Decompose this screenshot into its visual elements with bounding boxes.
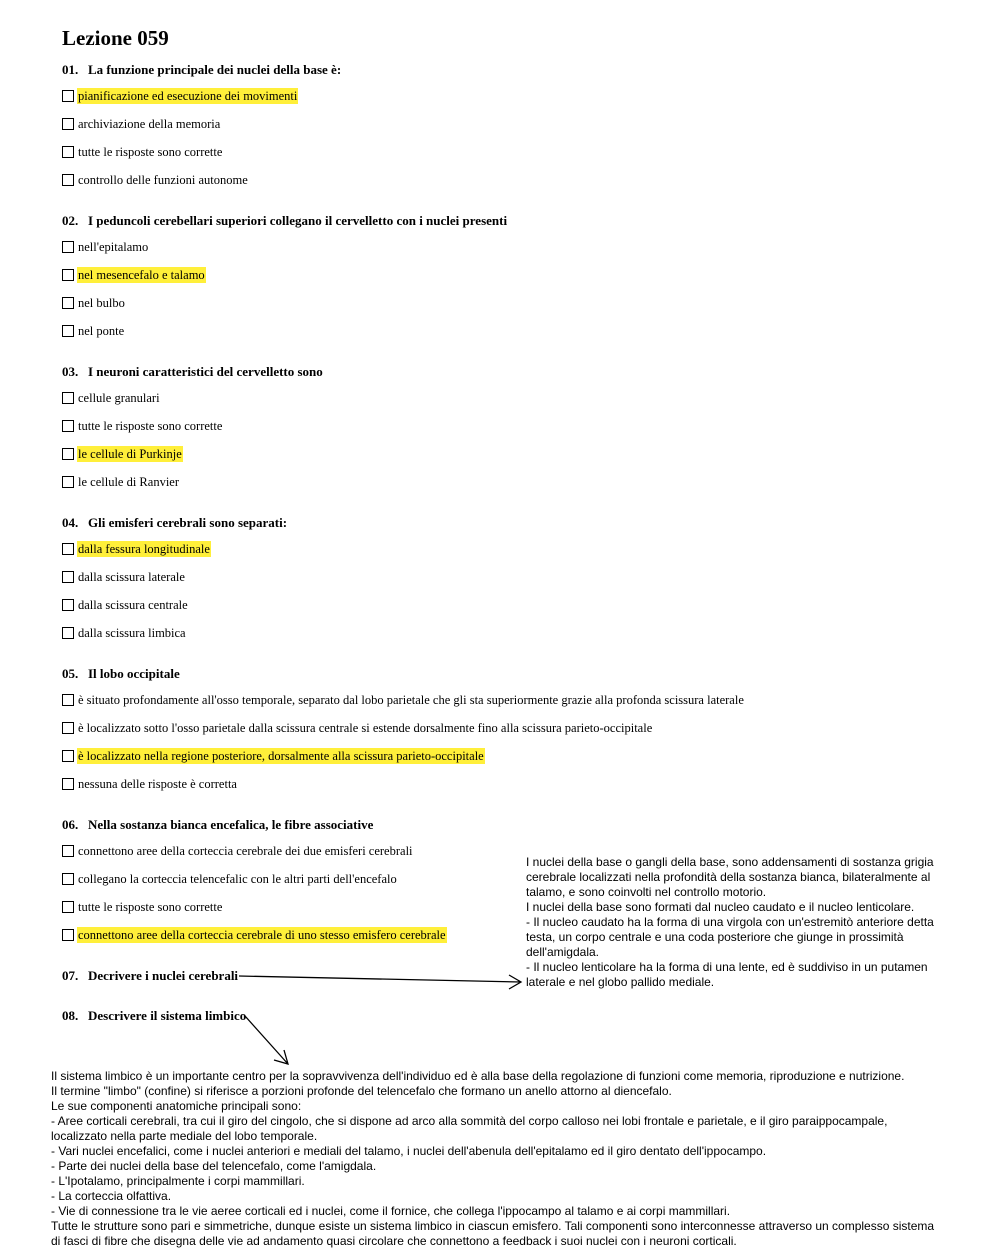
answer-text: è localizzato sotto l'osso parietale dalla scissura centrale si estende dorsalmente fino alla scissura parieto-occipitale [78, 721, 653, 735]
answer-option[interactable] [62, 116, 221, 132]
answer-option[interactable] [62, 267, 206, 283]
answer-option[interactable] [62, 172, 249, 188]
page-title: Lezione 059 [62, 26, 169, 50]
question-text: La funzione principale dei nuclei della base è: [88, 62, 342, 77]
answer-text-highlighted: dalla fessura longitudinale [78, 542, 210, 556]
answer-option[interactable] [62, 390, 161, 406]
question-number: 08. [62, 1008, 79, 1023]
answer-option[interactable] [62, 239, 149, 255]
answer-option[interactable] [62, 474, 180, 490]
question-3 [62, 364, 323, 380]
answer-checkbox[interactable] [62, 269, 74, 281]
answer-checkbox[interactable] [62, 448, 74, 460]
note-sistema-limbico: Il sistema limbico è un importante centro per la sopravvivenza dell'individuo ed è alla base della regolazione di funzioni come memoria, riproduzione e nutrizione. Il termine "limbo" (confine) si riferisce a porzioni profonde del telencefalo che formano un anello attorno al diencefalo. Le sue componenti anatomiche principali sono: - Aree corticali cerebrali, tra cui il giro del cingolo, che si dispone ad arco alla sommità del corpo calloso nei lobi frontale e parietale, e il giro paraippocampale, localizzato nella parte mediale del lobo temporale. - Vari nuclei encefalici, come i nuclei anteriori e mediali del talamo, i nuclei dell'abenula dell'epitalamo ed il giro dentato dell'ippocampo. - Parte dei nuclei della base del telencefalo, come l'amigdala. - L'Ipotalamo, principalmente i corpi mammillari. - La corteccia olfattiva. - Vie di connessione tra le vie aeree corticali ed i nuclei, come il fornice, che collega l'ippocampo al talamo e ai corpi mammillari. Tutte le strutture sono pari e simmetriche, dunque esiste un sistema limbico in ciascun emisfero. Tali componenti sono interconnesse attraverso un complesso sistema di fasci di fibre che disegna delle vie ad andamento quasi circolare che connettono a feedback i suoi nuclei con i neuroni corticali. [51, 1069, 935, 1248]
answer-option[interactable] [62, 88, 298, 104]
arrow-to-limbico-note [245, 1016, 288, 1064]
question-number: 07. [62, 968, 79, 983]
question-text: I peduncoli cerebellari superiori collegano il cervelletto con i nuclei presenti [88, 213, 508, 228]
answer-text: è situato profondamente all'osso temporale, separato dal lobo parietale che gli sta superiormente grazie alla profonda scissura laterale [78, 693, 744, 707]
answer-text: connettono aree della corteccia cerebrale dei due emisferi cerebrali [78, 844, 413, 858]
answer-text-highlighted: è localizzato nella regione posteriore, dorsalmente alla scissura parieto-occipitale [78, 749, 484, 763]
question-5 [62, 666, 180, 682]
answer-checkbox[interactable] [62, 778, 74, 790]
answer-checkbox[interactable] [62, 90, 74, 102]
answer-option[interactable] [62, 295, 126, 311]
answer-checkbox[interactable] [62, 929, 74, 941]
answer-option[interactable] [62, 446, 183, 462]
answer-checkbox[interactable] [62, 420, 74, 432]
answer-text-highlighted: pianificazione ed esecuzione dei movimenti [78, 89, 298, 103]
answer-text: dalla scissura centrale [78, 598, 188, 612]
answer-option[interactable] [62, 927, 447, 943]
answer-text: controllo delle funzioni autonome [78, 173, 248, 187]
answer-checkbox[interactable] [62, 722, 74, 734]
question-number: 01. [62, 62, 79, 77]
answer-option[interactable] [62, 899, 223, 915]
answer-option[interactable] [62, 418, 223, 434]
question-text: Gli emisferi cerebrali sono separati: [88, 515, 288, 530]
arrow-to-nuclei-note [239, 975, 521, 989]
answer-checkbox[interactable] [62, 476, 74, 488]
answer-text: nessuna delle risposte è corretta [78, 777, 237, 791]
answer-text: archiviazione della memoria [78, 117, 221, 131]
question-4 [62, 515, 287, 531]
answer-checkbox[interactable] [62, 241, 74, 253]
answer-option[interactable] [62, 843, 414, 859]
question-7 [62, 968, 238, 984]
question-8 [62, 1008, 246, 1024]
answer-option[interactable] [62, 871, 398, 887]
answer-checkbox[interactable] [62, 571, 74, 583]
question-number: 05. [62, 666, 79, 681]
answer-checkbox[interactable] [62, 901, 74, 913]
answer-text: tutte le risposte sono corrette [78, 145, 223, 159]
note-nuclei-cerebrali: I nuclei della base o gangli della base, sono addensamenti di sostanza grigia cerebrale localizzati nella profondità della sostanza bianca, bilateralmente al talamo, e sono coinvolti nel controllo motorio. I nuclei della base sono formati dal nucleo caudato e il nucleo lenticolare. - Il nucleo caudato ha la forma di una virgola con un'estremitò anteriore detta testa, un corpo centrale e una coda posteriore che giunge in prossimità dell'amigdala. - Il nucleo lenticolare ha la forma di una lente, ed è suddiviso in un putamen laterale e nel globo pallido mediale. [526, 855, 934, 989]
question-number: 06. [62, 817, 79, 832]
answer-text: le cellule di Ranvier [78, 475, 180, 489]
question-1 [62, 62, 341, 78]
answer-checkbox[interactable] [62, 297, 74, 309]
answer-option[interactable] [62, 625, 187, 641]
answer-checkbox[interactable] [62, 392, 74, 404]
question-number: 04. [62, 515, 79, 530]
question-6 [62, 817, 373, 833]
question-text: Nella sostanza bianca encefalica, le fibre associative [88, 817, 374, 832]
answer-text: nel bulbo [78, 296, 125, 310]
answer-option[interactable] [62, 776, 238, 792]
question-2 [62, 213, 507, 229]
answer-option[interactable] [62, 748, 485, 764]
answer-option[interactable] [62, 144, 223, 160]
answer-checkbox[interactable] [62, 146, 74, 158]
question-number: 03. [62, 364, 79, 379]
answer-text: dalla scissura laterale [78, 570, 185, 584]
answer-checkbox[interactable] [62, 627, 74, 639]
answer-option[interactable] [62, 323, 125, 339]
answer-text-highlighted: nel mesencefalo e talamo [78, 268, 205, 282]
answer-checkbox[interactable] [62, 694, 74, 706]
answer-text-highlighted: connettono aree della corteccia cerebrale di uno stesso emisfero cerebrale [78, 928, 446, 942]
answer-text: nel ponte [78, 324, 125, 338]
answer-option[interactable] [62, 541, 211, 557]
answer-text: tutte le risposte sono corrette [78, 419, 223, 433]
answer-text: collegano la corteccia telencefalic con le altri parti dell'encefalo [78, 872, 397, 886]
answer-text: nell'epitalamo [78, 240, 149, 254]
answer-text: tutte le risposte sono corrette [78, 900, 223, 914]
answer-option[interactable] [62, 720, 653, 736]
question-text: Descrivere il sistema limbico [88, 1008, 247, 1023]
question-text: Decrivere i nuclei cerebrali [88, 968, 239, 983]
answer-checkbox[interactable] [62, 873, 74, 885]
answer-checkbox[interactable] [62, 599, 74, 611]
answer-checkbox[interactable] [62, 118, 74, 130]
answer-option[interactable] [62, 569, 186, 585]
question-text: I neuroni caratteristici del cervelletto sono [88, 364, 323, 379]
answer-option[interactable] [62, 692, 745, 708]
answer-option[interactable] [62, 597, 189, 613]
answer-checkbox[interactable] [62, 750, 74, 762]
question-text: Il lobo occipitale [88, 666, 180, 681]
answer-checkbox[interactable] [62, 174, 74, 186]
answer-text-highlighted: le cellule di Purkinje [78, 447, 182, 461]
question-number: 02. [62, 213, 79, 228]
answer-checkbox[interactable] [62, 845, 74, 857]
answer-checkbox[interactable] [62, 543, 74, 555]
answer-text: dalla scissura limbica [78, 626, 186, 640]
answer-checkbox[interactable] [62, 325, 74, 337]
answer-text: cellule granulari [78, 391, 160, 405]
